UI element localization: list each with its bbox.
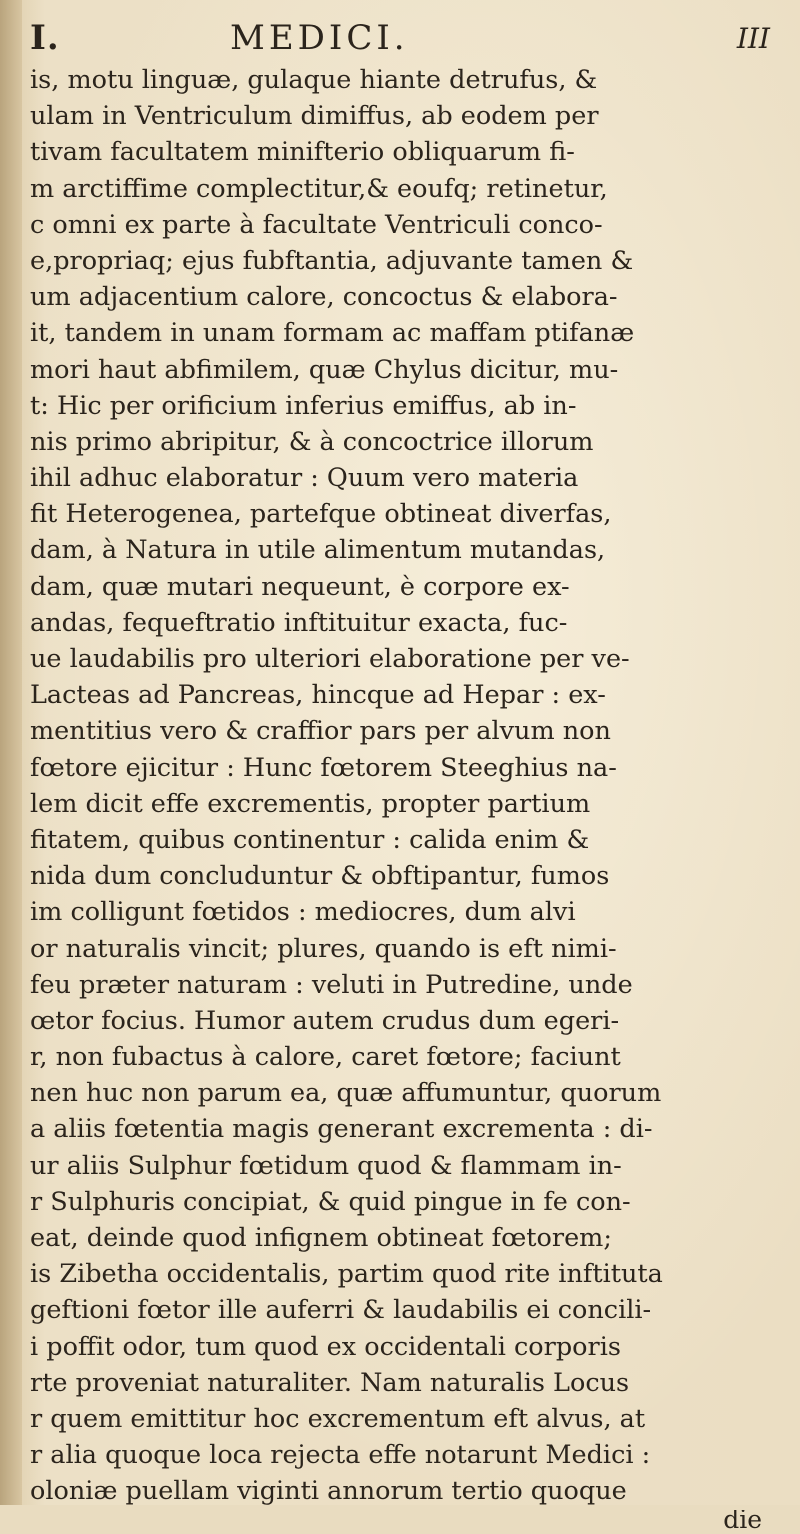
text-line: eat, deinde quod infignem obtineat fœtorem; (30, 1223, 612, 1253)
text-line: r, non fubactus à calore, caret fœtore; faciunt (30, 1042, 621, 1073)
page-gutter (0, 0, 22, 1505)
text-line: ue laudabilis pro ulteriori elaboratione per ve- (30, 644, 630, 674)
text-line: tivam facultatem minifterio obliquarum fi- (30, 137, 575, 168)
text-line: a aliis fœtentia magis generant excrementa : di- (30, 1114, 653, 1145)
text-line: m arctiffime complectitur,& eoufq; retinetur, (30, 173, 608, 204)
text-line: e,propriaq; ejus fubftantia, adjuvante tamen & (30, 245, 634, 276)
text-line: ulam in Ventriculum dimiffus, ab eodem per (30, 101, 599, 132)
text-line: fit Heterogenea, partefque obtineat diverfas, (30, 499, 612, 530)
text-line: i poffit odor, tum quod ex occidentali corporis (30, 1331, 621, 1362)
text-line: it, tandem in unam formam ac maffam ptifanæ (30, 318, 635, 349)
text-line: nen huc non parum ea, quæ affumuntur, quorum (30, 1078, 662, 1109)
text-line: is Zibetha occidentalis, partim quod rite inftituta (30, 1259, 663, 1290)
text-line: nida dum concluduntur & obftipantur, fumos (30, 861, 610, 892)
text-line: r Sulphuris concipiat, & quid pingue in fe con- (30, 1186, 631, 1217)
text-line: r alia quoque loca rejecta effe notarunt Medici : (30, 1440, 651, 1471)
text-line: lem dicit effe excrementis, propter partium (30, 788, 591, 819)
text-line: ihil adhuc elaboratur : Quum vero materia (30, 463, 579, 494)
text-line: c omni ex parte à facultate Ventriculi conco- (30, 209, 603, 240)
text-line: Lacteas ad Pancreas, hincque ad Hepar : ex- (30, 680, 606, 711)
running-header (30, 18, 770, 58)
header-left-number: I. (30, 18, 60, 58)
text-line: mori haut abfimilem, quæ Chylus dicitur, mu- (30, 354, 619, 385)
text-line: dam, à Natura in utile alimentum mutandas, (30, 535, 606, 566)
body-text (30, 62, 790, 1534)
text-line: fœtore ejicitur : Hunc fœtorem Steeghius na- (30, 752, 617, 783)
catchword: die (723, 1509, 762, 1534)
text-line: mentitius vero & craffior pars per alvum non (30, 716, 611, 747)
text-line: dam, quæ mutari nequeunt, è corpore ex- (30, 571, 570, 602)
text-line: im colligunt fœtidos : mediocres, dum alvi (30, 897, 576, 928)
header-title: MEDICI. (230, 18, 409, 58)
text-line: um adjacentium calore, concoctus & elabora- (30, 282, 618, 313)
text-line: rte proveniat naturaliter. Nam naturalis Locus (30, 1367, 630, 1398)
page-number: III (736, 22, 770, 55)
text-line: t: Hic per orificium inferius emiffus, ab in- (30, 390, 577, 421)
text-line: geftioni fœtor ille auferri & laudabilis ei concili- (30, 1295, 652, 1326)
text-line: ur aliis Sulphur fœtidum quod & flammam in- (30, 1150, 622, 1181)
text-line: r quem emittitur hoc excrementum eft alvus, at (30, 1403, 646, 1434)
text-line: feu præter naturam : veluti in Putredine, unde (30, 969, 633, 1000)
text-line: andas, fequeftratio inftituitur exacta, fuc- (30, 607, 568, 638)
text-line: or naturalis vincit; plures, quando is eft nimi- (30, 933, 617, 964)
text-line: oloniæ puellam viginti annorum tertio quoque (30, 1476, 627, 1507)
text-line: œtor focius. Humor autem crudus dum egeri- (30, 1005, 620, 1036)
text-line: is, motu linguæ, gulaque hiante detrufus, & (30, 65, 598, 95)
text-line: fitatem, quibus continentur : calida enim & (30, 824, 590, 855)
text-line: nis primo abripitur, & à concoctrice illorum (30, 426, 594, 457)
